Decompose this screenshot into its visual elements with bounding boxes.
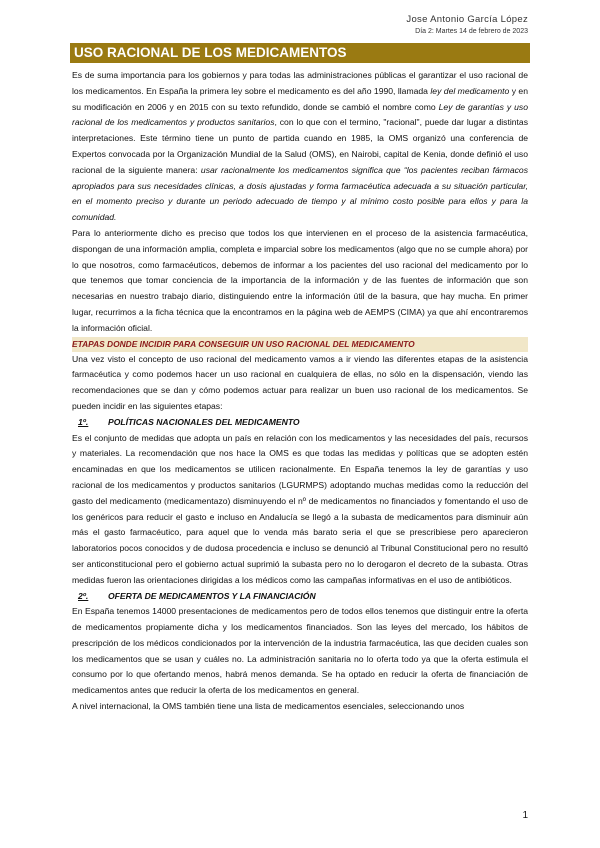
header-author: Jose Antonio García López — [406, 14, 528, 25]
section-number-2: 2º. — [78, 590, 89, 601]
page-number: 1 — [522, 810, 528, 821]
section-number-1: 1º. — [78, 416, 89, 427]
paragraph-etapas-intro: Una vez visto el concepto de uso racional del medicamento vamos a ir viendo las diferentes etapas de la asistencia farmacéutica y como podemos hacer un uso racional en cualquiera de ellas, no sólo en la dispensación, viendo las recomendaciones que se dan y cómo podemos actuar para realizar un buen uso racional de los medicamentos. Se pueden incidir en las siguientes etapas: — [72, 353, 528, 411]
section-heading-1 — [72, 415, 528, 431]
paragraph-information: Para lo anteriormente dicho es preciso que todos los que intervienen en el proceso de la asistencia farmacéutica, dispongan de una información amplia, completa e imparcial sobre los medicamentos (algo que no se cumple ahora) por lo que nosotros, como farmacéuticos, debemos de informar a los pacientes del uso racional del medicamento por lo que tenemos que tomar conciencia de la importancia de la información y de las fuentes de información que son necesarias en nuestro trabajo diario, distinguiendo entre la información útil de la basura, que hay mucha. En primer lugar, recurrimos a la ficha técnica que la encontramos en la página web de AEMPS (CIMA) ya que ahí encontraremos la información oficial. — [72, 227, 528, 333]
document-title: USO RACIONAL DE LOS MEDICAMENTOS — [70, 43, 530, 63]
paragraph-intro — [72, 68, 528, 226]
section-title-2: OFERTA DE MEDICAMENTOS Y LA FINANCIACIÓN — [108, 590, 316, 601]
paragraph-intro-text-c: y en su modificación en 2006 y en 2015 con su texto refundido, donde se cambió el nombre como — [72, 85, 528, 112]
paragraph-oms-list: A nivel internacional, la OMS también tiene una lista de medicamentos esenciales, seleccionando unos — [72, 701, 465, 712]
paragraph-intro-text-e: , con lo que con el termino, "racional", puede dar lugar a distintas interpretaciones. Este término tiene un punto de partida cuando en 1985, la OMS organizó una conferencia de Expertos convocada por la Organización Mundial de la Salud (OMS), en Nairobi, capital de Kenia, donde definió el uso racional de la siguiente manera: — [72, 117, 528, 175]
header-date: Día 2: Martes 14 de febrero de 2023 — [415, 28, 528, 35]
paragraph-politicas: Es el conjunto de medidas que adopta un país en relación con los medicamentos y las necesidades del país, recursos y materiales. La recomendación que nos hace la OMS es que todas las medidas y políticas que se adopten estén encaminadas en que los medicamentos se utilicen racionalmente. En España tenemos la ley de garantías y uso racional de los medicamentos y productos sanitarios (LGURMPS) adoptando muchas medidas como la reducción del gasto del medicamento (medicamentazo) disminuyendo el nº de medicamentos no financiados y fomentando el uso de los genéricos para reducir el gasto e incluso en Andalucía se llegó a la subasta de medicamentos para disminuir aún más el gasto farmacéutico, para aquel que lo venda más barato seria el que se prescribiese pero aparecieron laboratorios pocos conocidos y de dudosa procedencia e incluso se denunció al Tribunal Constitucional pero no resultó ser anticonstitucional pero el gobierno actual suprimió la subasta pero no lo derogaron el decreto de la subasta. Otras medidas fueron las orientaciones dirigidas a los médicos como las campañas informativas en el uso de antibióticos. — [72, 432, 528, 585]
law-name-1990: ley del medicamento — [430, 85, 510, 96]
document-body — [72, 68, 528, 715]
subheading-etapas: ETAPAS DONDE INCIDIR PARA CONSEGUIR UN USO RACIONAL DEL MEDICAMENTO — [72, 337, 528, 352]
section-title-1: POLÍTICAS NACIONALES DEL MEDICAMENTO — [108, 416, 300, 427]
law-name-garantias: Ley de garantías y uso racional de los medicamentos y productos sanitarios — [72, 101, 529, 128]
section-heading-2 — [72, 589, 528, 605]
paragraph-intro-text-a: Es de suma importancia para los gobiernos y para todas las administraciones públicas el garantizar el uso racional de los medicamentos. En España la primera ley sobre el medicamento es del año 1990, llamada — [72, 70, 528, 96]
oms-definition-quote: usar racionalmente los medicamentos significa que “los pacientes reciban fármacos apropiados para sus necesidades clínicas, a dosis ajustadas y forma farmacéutica adecuada a su situación particular, en el momento preciso y durante un periodo adecuado de tiempo y al mínimo costo posible para ellos y para la comunidad. — [72, 164, 528, 223]
paragraph-oferta: En España tenemos 14000 presentaciones de medicamentos pero de todos ellos tenemos que distinguir entre la oferta de medicamentos propiamente dicha y los medicamentos financiados. Son las leyes del mercado, los hábitos de prescripción de los médicos condicionados por la intervención de la industria farmacéutica, las que deciden cuales son los medicamentos que se usan y cuáles no. La administración sanitaria no lo oferta todo ya que la oferta estimula el consumo por lo que ofertando menos, habrá menos demanda. Se ha optado en reducir la oferta de financiación de medicamentos antes que reducir la oferta de los medicamentos en general. — [72, 606, 528, 696]
